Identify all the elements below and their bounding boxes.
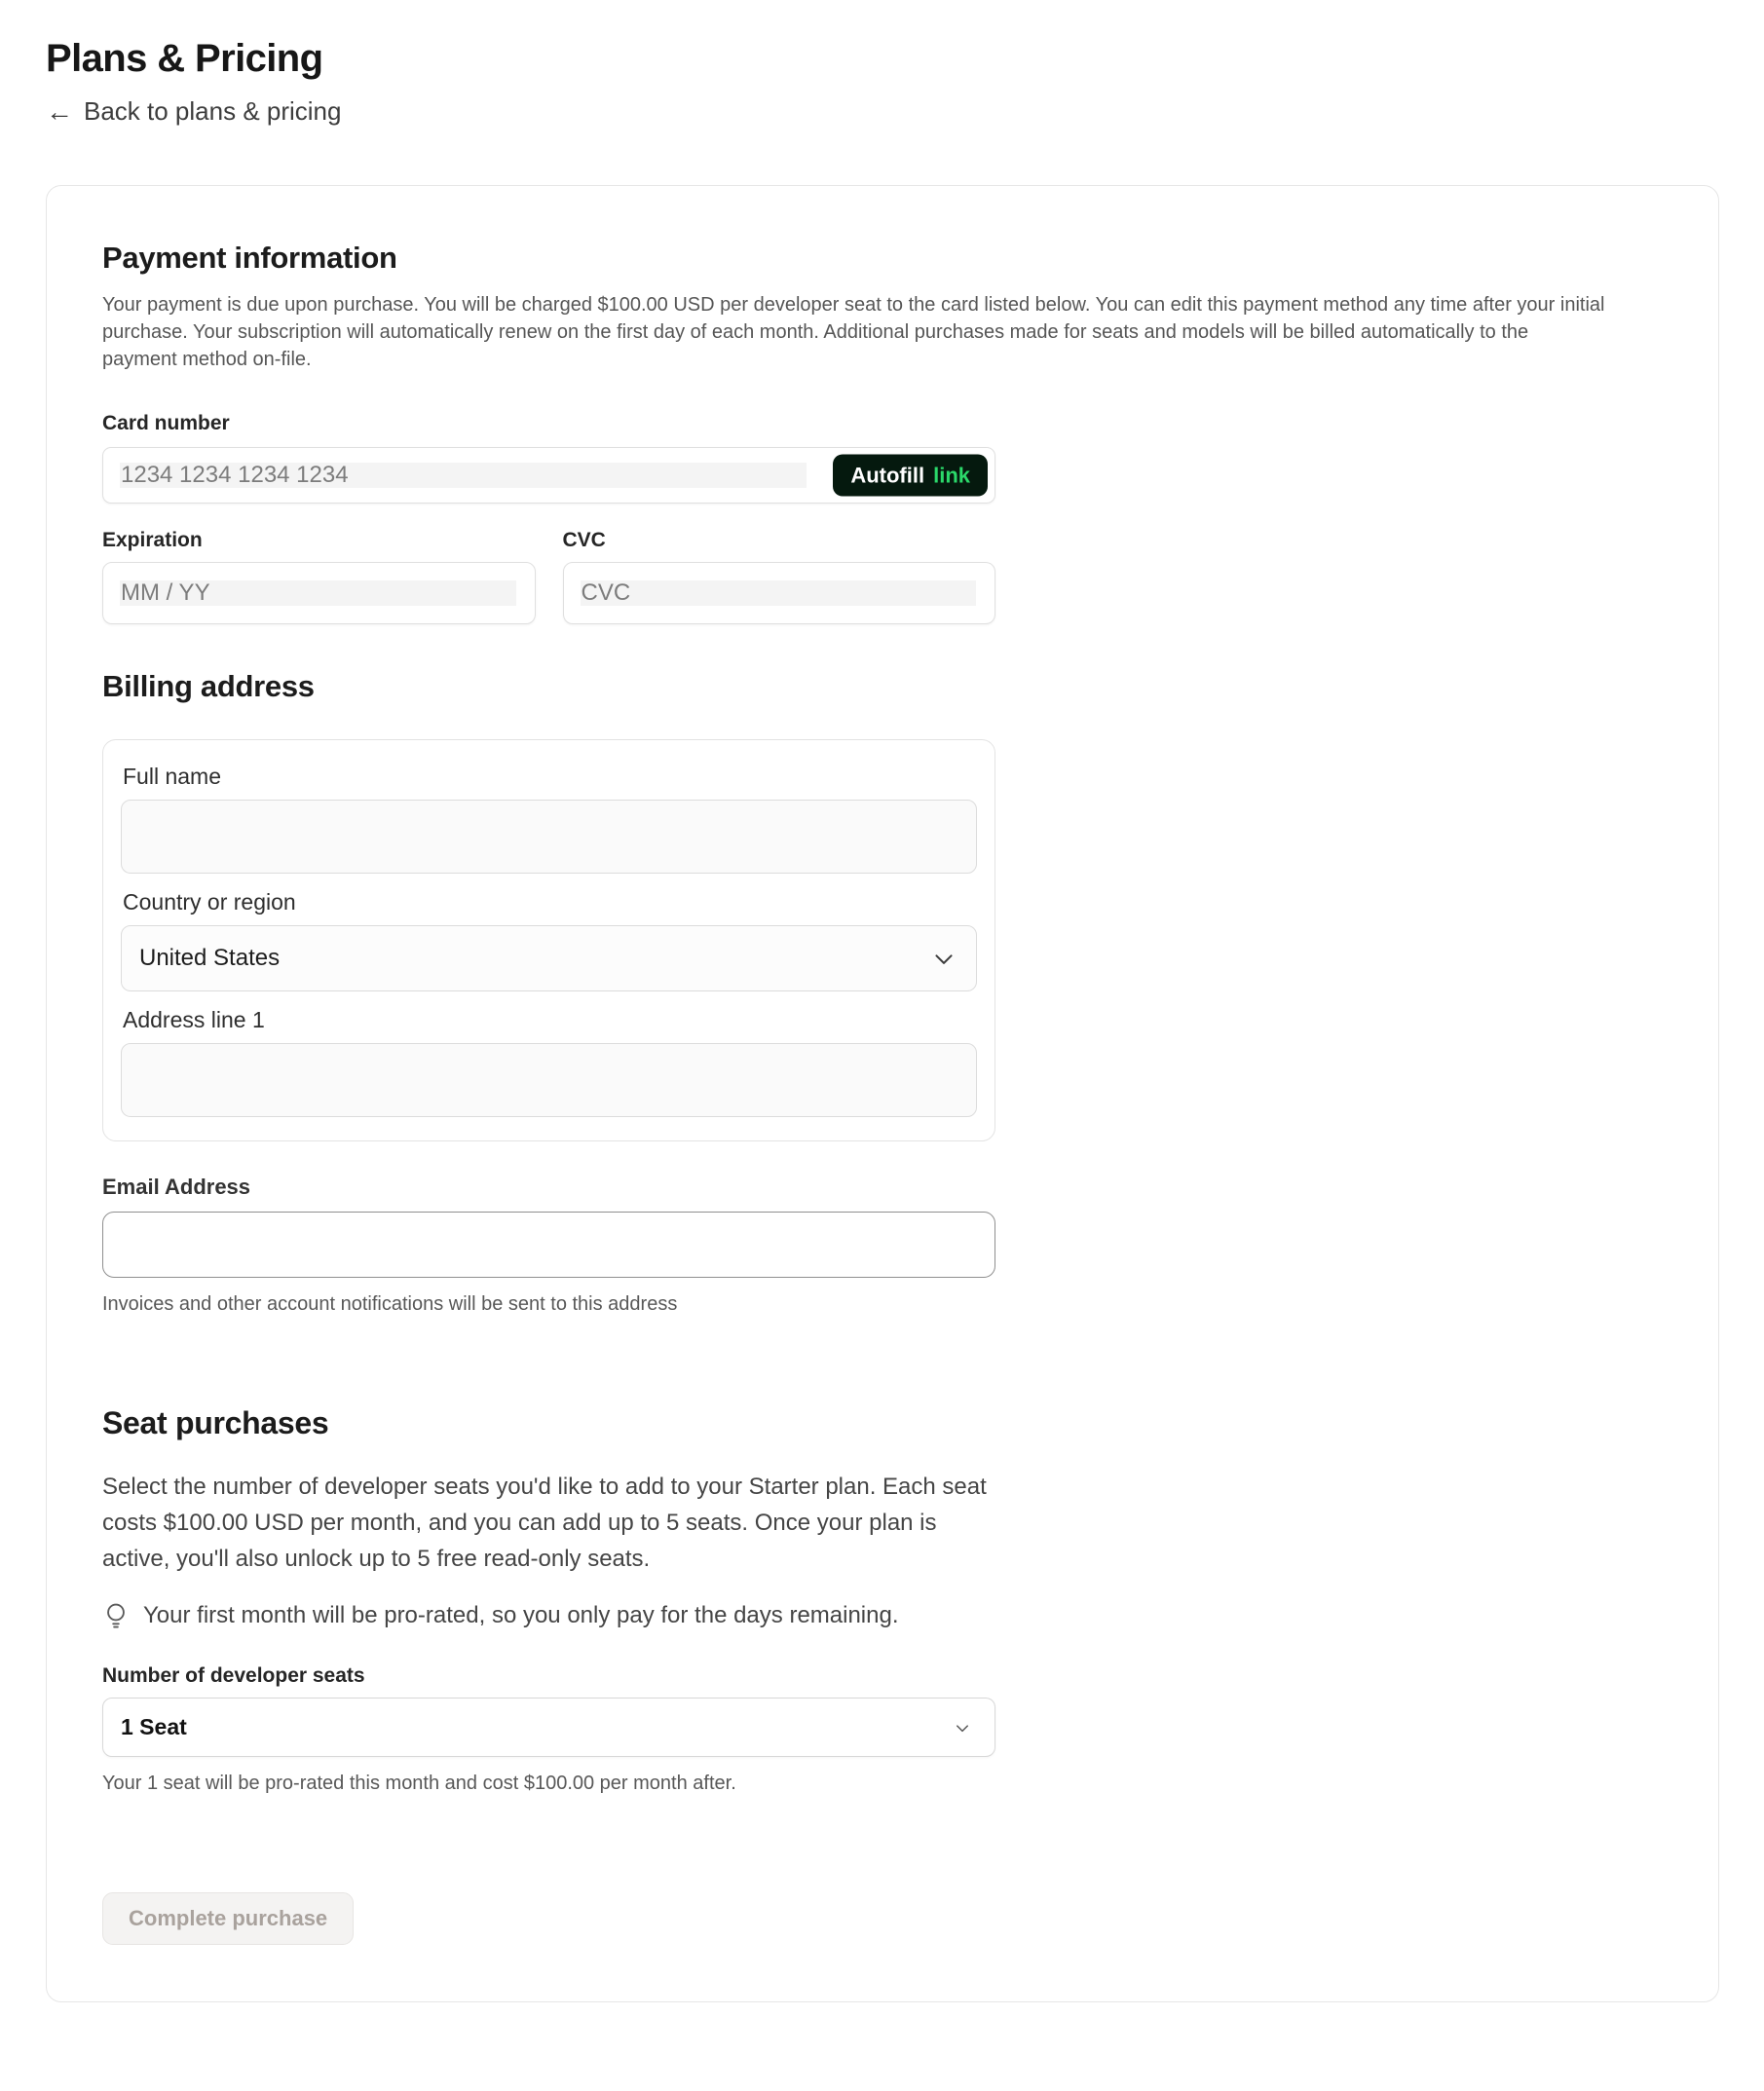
autofill-label: Autofill bbox=[850, 463, 925, 487]
page-title: Plans & Pricing bbox=[46, 37, 323, 80]
seats-count-label: Number of developer seats bbox=[102, 1664, 365, 1687]
checkout-card bbox=[46, 185, 1719, 2002]
expiration-label: Expiration bbox=[102, 529, 203, 551]
link-brand-label: link bbox=[933, 463, 970, 487]
chevron-down-icon bbox=[954, 1719, 971, 1736]
payment-information-heading: Payment information bbox=[102, 241, 397, 275]
prorate-tip bbox=[102, 1600, 995, 1631]
cvc-input[interactable] bbox=[563, 562, 996, 624]
billing-address-box bbox=[102, 739, 995, 1141]
chevron-down-icon bbox=[931, 946, 957, 971]
address-line1-input[interactable] bbox=[121, 1043, 977, 1117]
country-selected-value: United States bbox=[139, 945, 281, 971]
payment-description: Your payment is due upon purchase. You will be charged $100.00 USD per developer seat to the card listed below. You can edit this payment method any time after your initial purchase. Your subscription will automatically renew on the first day of each month. Additional purchases made for seats and models will be billed automatically to the payment method on-file. bbox=[102, 294, 1605, 370]
seat-purchases-heading: Seat purchases bbox=[102, 1405, 329, 1440]
back-arrow-icon: ← bbox=[46, 95, 73, 127]
lightbulb-icon bbox=[102, 1600, 130, 1631]
expiry-cvc-row bbox=[102, 529, 995, 624]
back-link-label: Back to plans & pricing bbox=[84, 96, 342, 126]
cvc-label: CVC bbox=[562, 529, 606, 551]
email-label: Email Address bbox=[102, 1175, 251, 1199]
full-name-label: Full name bbox=[123, 764, 221, 789]
back-link[interactable] bbox=[46, 96, 341, 127]
full-name-input[interactable] bbox=[121, 800, 977, 874]
seats-help-text: Your 1 seat will be pro-rated this month and cost $100.00 per month after. bbox=[102, 1773, 736, 1794]
payment-form bbox=[102, 412, 995, 1945]
prorate-tip-text: Your first month will be pro-rated, so you only pay for the days remaining. bbox=[143, 1602, 899, 1628]
email-help-text: Invoices and other account notifications will be sent to this address bbox=[102, 1293, 678, 1315]
seats-selected-value: 1 Seat bbox=[121, 1714, 187, 1739]
card-number-label: Card number bbox=[102, 412, 230, 434]
card-number-field bbox=[102, 447, 995, 504]
address-line1-label: Address line 1 bbox=[123, 1007, 265, 1032]
cvc-field bbox=[563, 529, 996, 624]
seats-select[interactable] bbox=[102, 1698, 995, 1757]
expiration-input[interactable] bbox=[102, 562, 536, 624]
country-select[interactable] bbox=[121, 925, 977, 991]
seat-purchases-description: Select the number of developer seats you'd like to add to your Starter plan. Each seat costs $100.00 USD per month, and you can add up to 5 seats. Once your plan is active, you'll also unlock up to 5 free read-only seats. bbox=[102, 1474, 987, 1572]
email-input[interactable] bbox=[102, 1212, 995, 1278]
expiration-field bbox=[102, 529, 536, 624]
autofill-link-button[interactable] bbox=[833, 455, 988, 497]
billing-address-heading: Billing address bbox=[102, 669, 315, 703]
complete-purchase-button[interactable]: Complete purchase bbox=[102, 1892, 354, 1945]
country-label: Country or region bbox=[123, 889, 296, 915]
